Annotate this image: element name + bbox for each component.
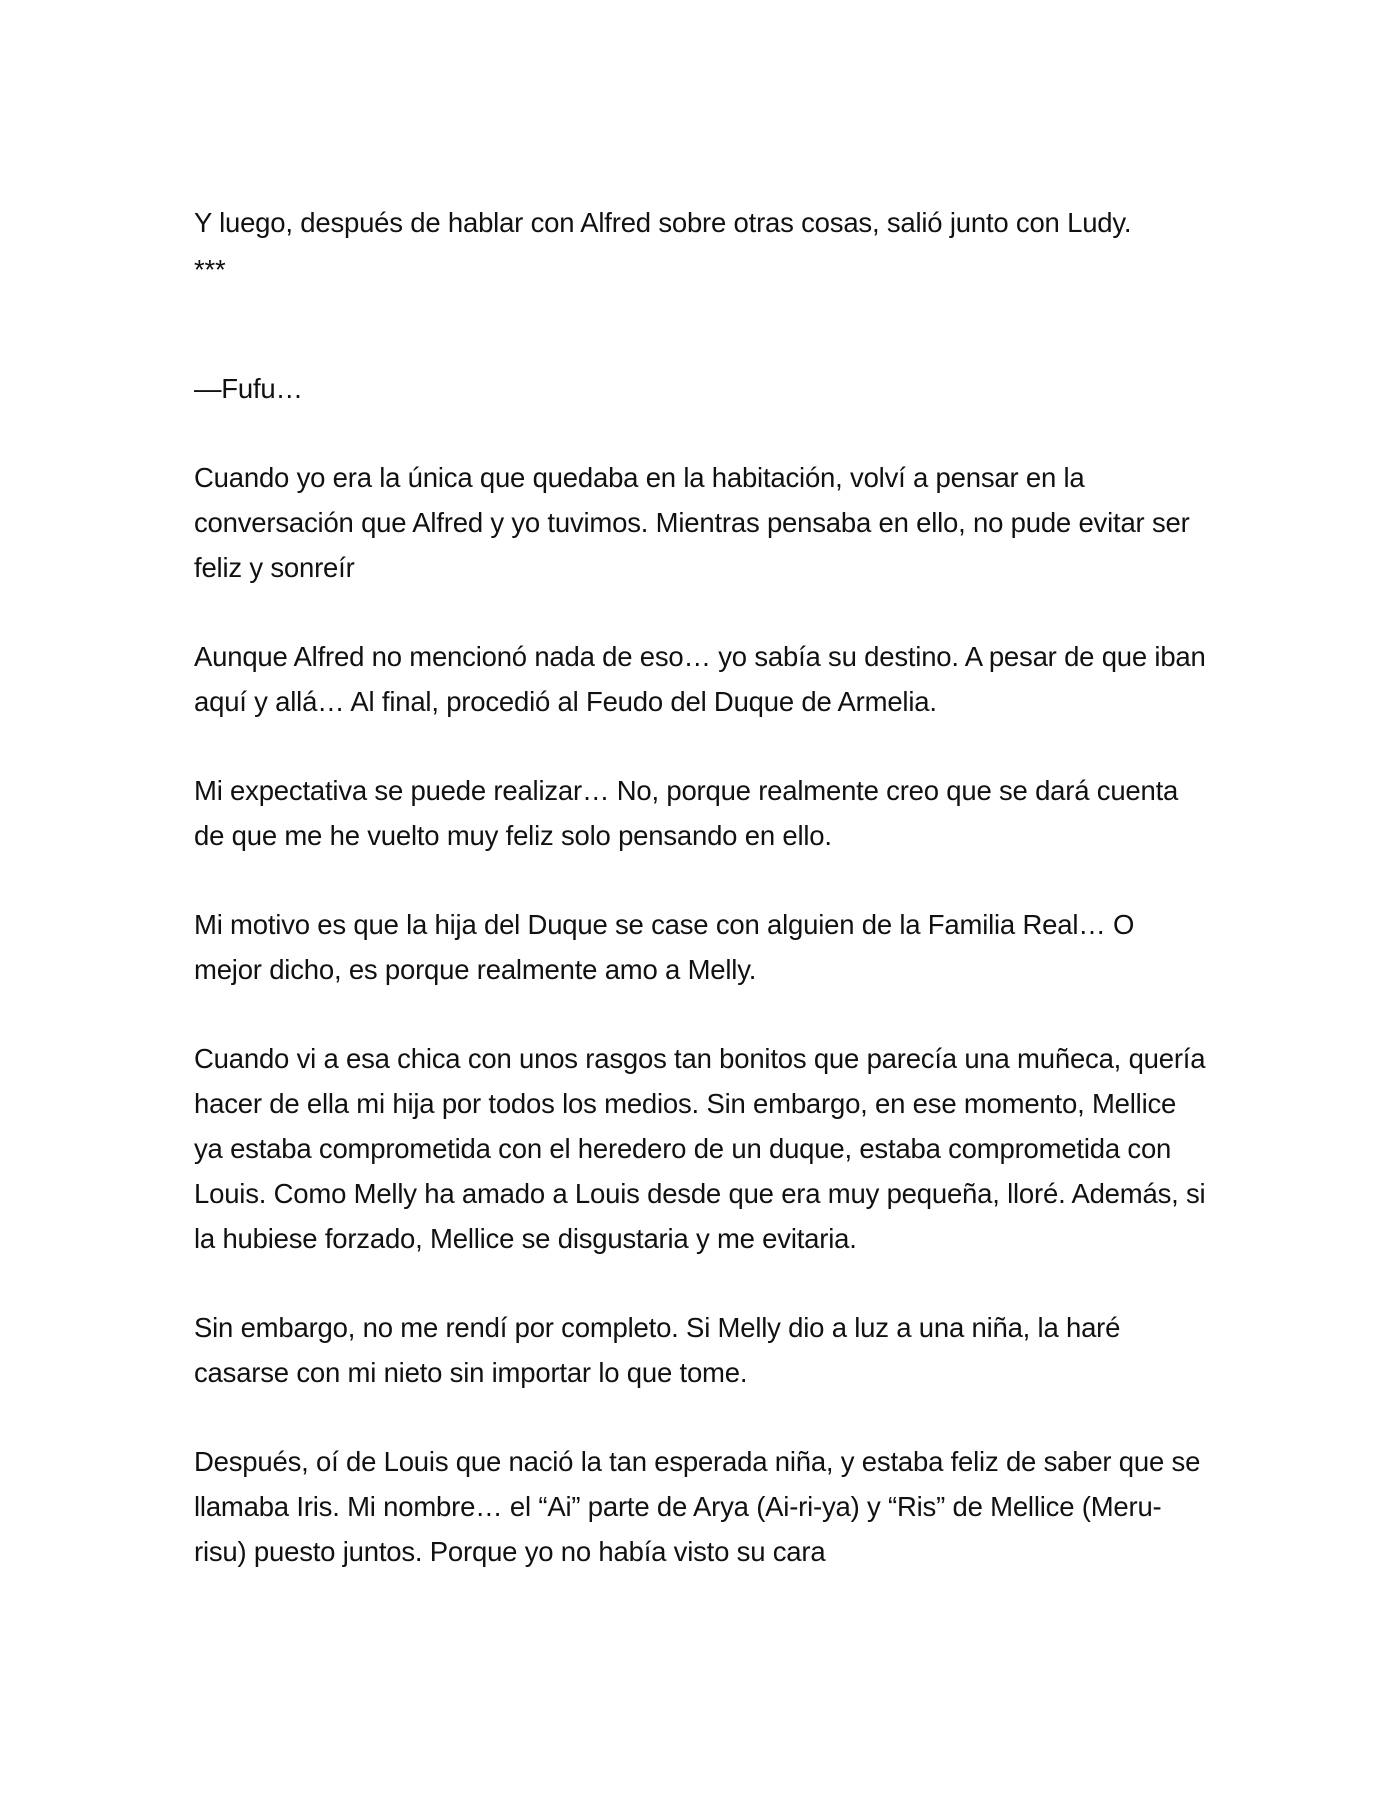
paragraph-4: Mi expectativa se puede realizar… No, porque realmente creo que se dará cuenta de que me he vuelto muy feliz solo pensando en ello. [194,775,1179,851]
paragraph-2: Cuando yo era la única que quedaba en la habitación, volví a pensar en la conversación que Alfred y yo tuvimos. Mientras pensaba en ello, no pude evitar ser feliz y sonreír [194,462,1190,583]
paragraph-6: Cuando vi a esa chica con unos rasgos tan bonitos que parecía una muñeca, quería hacer de ella mi hija por todos los medios. Sin embargo, en ese momento, Mellice ya estaba comprometida con el heredero de un duque, estaba comprometida con Louis. Como Melly ha amado a Louis desde que era muy pequeña, lloré. Además, si la hubiese forzado, Mellice se disgustaria y me evitaria. [194,1043,1206,1254]
paragraph-dialogue: —Fufu… [194,373,303,404]
paragraph-8: Después, oí de Louis que nació la tan esperada niña, y estaba feliz de saber que se llamaba Iris. Mi nombre… el “Ai” parte de Arya (Ai-ri-ya) y “Ris” de Mellice (Meru-risu) puesto juntos. Porque yo no había visto su cara [194,1446,1201,1567]
paragraph-7: Sin embargo, no me rendí por completo. Si Melly dio a luz a una niña, la haré casarse con mi nieto sin importar lo que tome. [194,1312,1121,1388]
scene-separator: *** [194,254,226,285]
paragraph-1: Y luego, después de hablar con Alfred sobre otras cosas, salió junto con Ludy. [194,207,1132,238]
document-body [194,200,1206,1618]
paragraph-5: Mi motivo es que la hija del Duque se case con alguien de la Familia Real… O mejor dicho, es porque realmente amo a Melly. [194,909,1135,985]
paragraph-3: Aunque Alfred no mencionó nada de eso… yo sabía su destino. A pesar de que iban aquí y allá… Al final, procedió al Feudo del Duque de Armelia. [194,641,1206,717]
